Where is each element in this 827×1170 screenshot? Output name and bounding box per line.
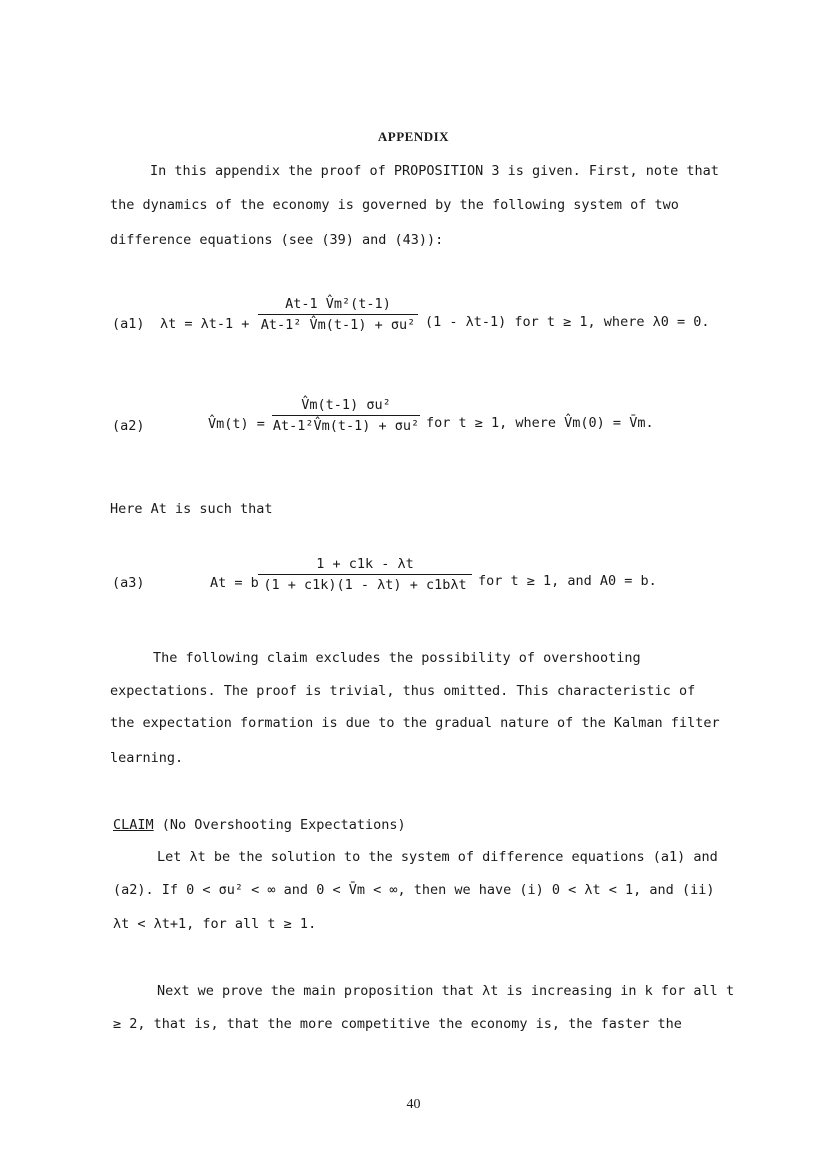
equation-a2-denominator: At-1²V̂m(t-1) + σu² — [272, 418, 420, 434]
claim-subtitle: (No Overshooting Expectations) — [161, 817, 406, 833]
equation-a3-denominator: (1 + c1k)(1 - λt) + c1bλt — [263, 577, 467, 593]
page-number: 40 — [406, 1097, 421, 1112]
intro-line-1: In this appendix the proof of PROPOSITION 3 is given. First, note that — [150, 163, 719, 179]
equation-a3-fraction — [258, 556, 472, 593]
paragraph3-line-2: ≥ 2, that is, that the more competitive the economy is, the faster the — [113, 1016, 682, 1032]
equation-a3-tail: for t ≥ 1, and A0 = b. — [478, 573, 657, 589]
intro-line-2: the dynamics of the economy is governed by the following system of two — [110, 197, 679, 213]
paragraph2-line-1: The following claim excludes the possibility of overshooting — [153, 650, 641, 666]
equation-a2-numerator: V̂m(t-1) σu² — [272, 397, 420, 416]
claim-line-1: Let λt be the solution to the system of difference equations (a1) and — [157, 849, 718, 865]
intro-line-3: difference equations (see (39) and (43)): — [110, 232, 444, 248]
equation-a1-tail: (1 - λt-1) for t ≥ 1, where λ0 = 0. — [425, 314, 710, 330]
equation-a1-label: (a1) — [112, 316, 145, 332]
equation-a1-numerator: At-1 V̂m²(t-1) — [258, 296, 418, 315]
claim-heading: CLAIM — [113, 817, 154, 833]
claim-line-3: λt < λt+1, for all t ≥ 1. — [113, 916, 317, 932]
appendix-title: APPENDIX — [377, 129, 450, 144]
paragraph2-line-4: learning. — [110, 750, 184, 766]
equation-a1-denominator: At-1² V̂m(t-1) + σu² — [260, 317, 416, 333]
equation-a2-label: (a2) — [112, 418, 145, 434]
claim-line-2: (a2). If 0 < σu² < ∞ and 0 < V̄m < ∞, then we have (i) 0 < λt < 1, and (ii) — [113, 882, 715, 898]
equation-a1-fraction — [258, 296, 418, 333]
equation-a3-label: (a3) — [112, 575, 145, 591]
equation-a2-fraction — [272, 397, 420, 434]
equation-a2-tail: for t ≥ 1, where V̂m(0) = V̄m. — [426, 415, 654, 431]
paragraph2-line-3: the expectation formation is due to the gradual nature of the Kalman filter — [110, 715, 720, 731]
paragraph2-line-2: expectations. The proof is trivial, thus omitted. This characteristic of — [110, 683, 696, 699]
equation-a3-numerator: 1 + c1k - λt — [258, 556, 472, 575]
equation-a2-lhs: V̂m(t) = — [208, 416, 265, 432]
claim-heading-line — [113, 817, 406, 833]
equation-a3-lhs: At = b — [210, 575, 259, 591]
here-line: Here At is such that — [110, 501, 273, 517]
paragraph3-line-1: Next we prove the main proposition that λt is increasing in k for all t — [157, 983, 735, 999]
equation-a1-lhs: λt = λt-1 + — [160, 316, 250, 332]
